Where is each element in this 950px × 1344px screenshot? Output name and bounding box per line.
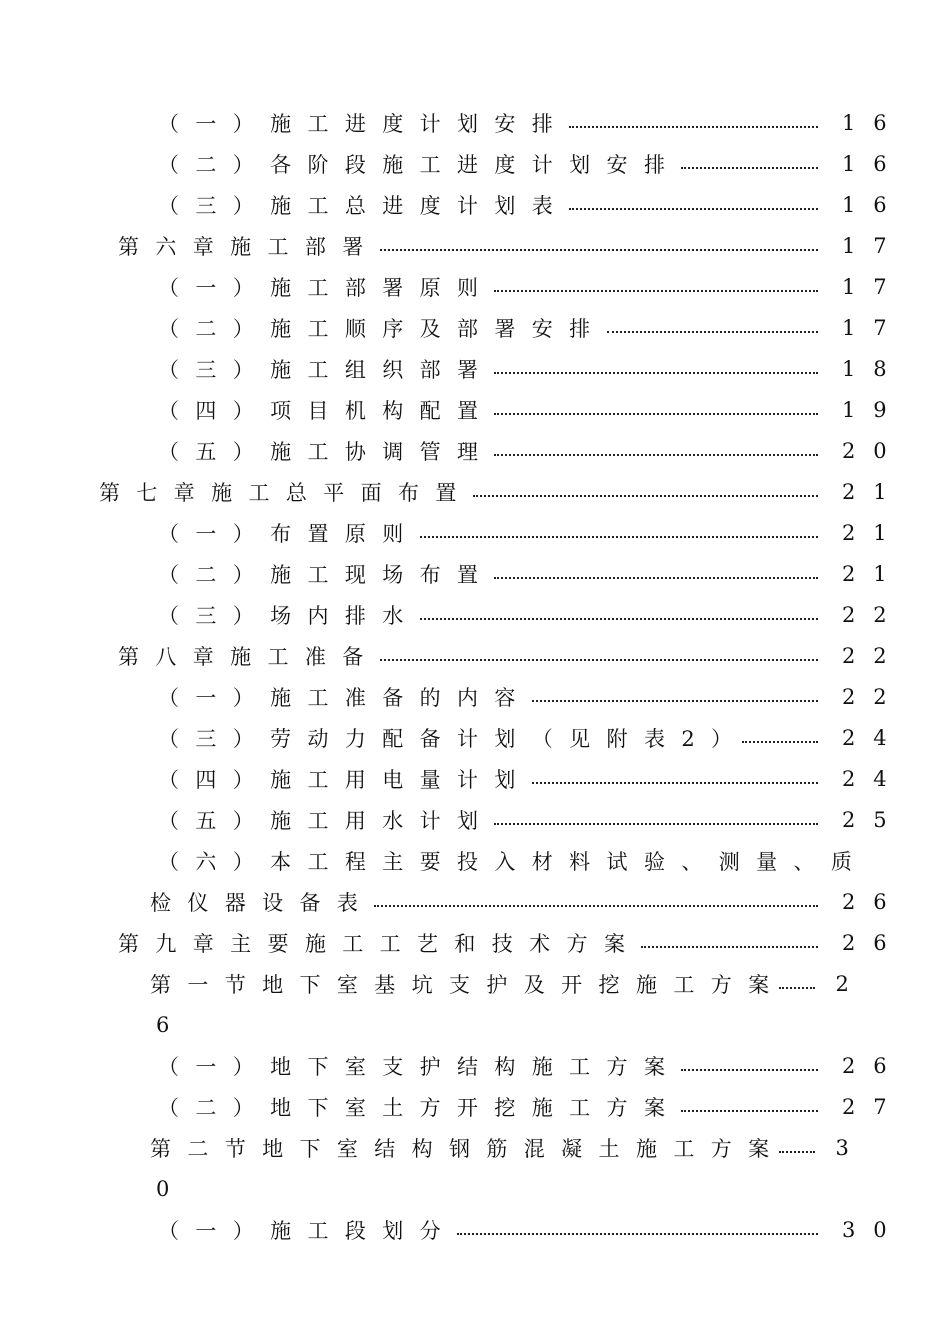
toc-page-number: 17 [842,275,905,299]
dot-leader [420,536,818,538]
toc-entry-title: （四）项目机构配置 [158,399,495,423]
toc-entry[interactable] [0,436,950,466]
toc-entry-title: （六）本工程主要投入材料试验、测量、质 [158,850,869,874]
toc-entry[interactable] [0,928,950,958]
toc-page-number: 21 [842,562,905,586]
dot-leader [641,946,818,948]
toc-entry-title: 第一节地下室基坑支护及开挖施工方案 [150,973,786,997]
toc-page-number: 22 [842,603,905,627]
toc-entry-title: （三）劳动力配备计划（见附表2） [158,727,749,751]
toc-page-number: 24 [842,767,905,791]
toc-entry-title: （一）施工准备的内容 [158,686,532,710]
toc-entry[interactable] [0,641,950,671]
toc-page-number-continuation: 0 [156,1177,188,1201]
dot-leader [380,249,818,251]
dot-leader [494,372,818,374]
dot-leader [569,208,818,210]
toc-entry-title: 第九章主要施工工艺和技术方案 [118,932,642,956]
toc-entry[interactable] [0,477,950,507]
toc-entry-title: （二）施工顺序及部署安排 [158,317,607,341]
toc-page-number: 21 [842,521,905,545]
toc-entry-title: （五）施工用水计划 [158,809,495,833]
dot-leader [569,126,818,128]
toc-entry[interactable] [0,108,950,138]
toc-entry[interactable] [0,969,950,1049]
toc-page-number: 18 [842,357,905,381]
toc-page-number: 24 [842,726,905,750]
toc-entry-title: （五）施工协调管理 [158,440,495,464]
toc-page-number: 20 [842,439,905,463]
toc-entry[interactable] [0,518,950,548]
toc-entry-title: （四）施工用电量计划 [158,768,532,792]
toc-page-number: 22 [842,685,905,709]
toc-entry[interactable] [0,1092,950,1122]
dot-leader [494,454,818,456]
dot-leader [494,413,818,415]
toc-entry[interactable] [0,395,950,425]
toc-entry-title: 第七章施工总平面布置 [99,481,473,505]
dot-leader [607,331,818,333]
toc-entry[interactable] [0,149,950,179]
dot-leader [457,1233,818,1235]
toc-entry-title: 第八章施工准备 [118,645,380,669]
toc-page-number: 16 [842,152,905,176]
toc-entry[interactable] [0,354,950,384]
toc-page-number: 26 [842,931,905,955]
toc-entry[interactable] [0,764,950,794]
toc-entry[interactable] [0,682,950,712]
toc-page-number: 16 [842,111,905,135]
toc-entry-title-continuation: 检仪器设备表 [150,891,375,915]
toc-page-number: 26 [842,890,905,914]
toc-entry-title: （一）施工段划分 [158,1219,458,1243]
toc-page-number: 3 [835,1136,867,1160]
toc-entry-title: （一）地下室支护结构施工方案 [158,1055,682,1079]
toc-entry-title: （二）各阶段施工进度计划安排 [158,153,682,177]
dot-leader [494,823,818,825]
toc-entry[interactable] [0,313,950,343]
toc-entry[interactable] [0,846,950,926]
toc-entry[interactable] [0,723,950,753]
dot-leader [779,1151,815,1153]
toc-entry[interactable] [0,1215,950,1245]
dot-leader [681,1110,818,1112]
toc-entry[interactable] [0,1051,950,1081]
toc-entry-title: （一）施工进度计划安排 [158,112,570,136]
toc-entry[interactable] [0,190,950,220]
toc-page-number: 17 [842,316,905,340]
toc-entry-title: （三）施工组织部署 [158,358,495,382]
toc-entry-title: （二）地下室土方开挖施工方案 [158,1096,682,1120]
dot-leader [532,782,818,784]
dot-leader [681,1069,818,1071]
toc-page-number: 26 [842,1054,905,1078]
toc-page-number-continuation: 6 [156,1013,188,1037]
dot-leader [779,987,815,989]
toc-entry-title: 第六章施工部署 [118,235,380,259]
toc-entry[interactable] [0,600,950,630]
toc-page-number: 17 [842,234,905,258]
dot-leader [494,290,818,292]
toc-page-number: 30 [842,1218,905,1242]
toc-entry-title: （一）施工部署原则 [158,276,495,300]
dot-leader [742,741,818,743]
toc-page-number: 2 [835,972,867,996]
toc-entry[interactable] [0,272,950,302]
toc-entry[interactable] [0,231,950,261]
dot-leader [380,659,818,661]
toc-entry-title: （三）场内排水 [158,604,420,628]
toc-page-number: 22 [842,644,905,668]
dot-leader [681,167,818,169]
dot-leader [494,577,818,579]
toc-entry[interactable] [0,559,950,589]
toc-entry-title: （三）施工总进度计划表 [158,194,570,218]
dot-leader [420,618,818,620]
toc-entry-title: （一）布置原则 [158,522,420,546]
dot-leader [374,905,818,907]
toc-page-number: 19 [842,398,905,422]
toc-page-number: 21 [842,480,905,504]
toc-entry[interactable] [0,1133,950,1213]
toc-entry-title: （二）施工现场布置 [158,563,495,587]
toc-entry-title: 第二节地下室结构钢筋混凝土施工方案 [150,1137,786,1161]
dot-leader [473,495,818,497]
dot-leader [532,700,818,702]
toc-page-number: 25 [842,808,905,832]
toc-page-number: 16 [842,193,905,217]
toc-entry[interactable] [0,805,950,835]
toc-page-number: 27 [842,1095,905,1119]
